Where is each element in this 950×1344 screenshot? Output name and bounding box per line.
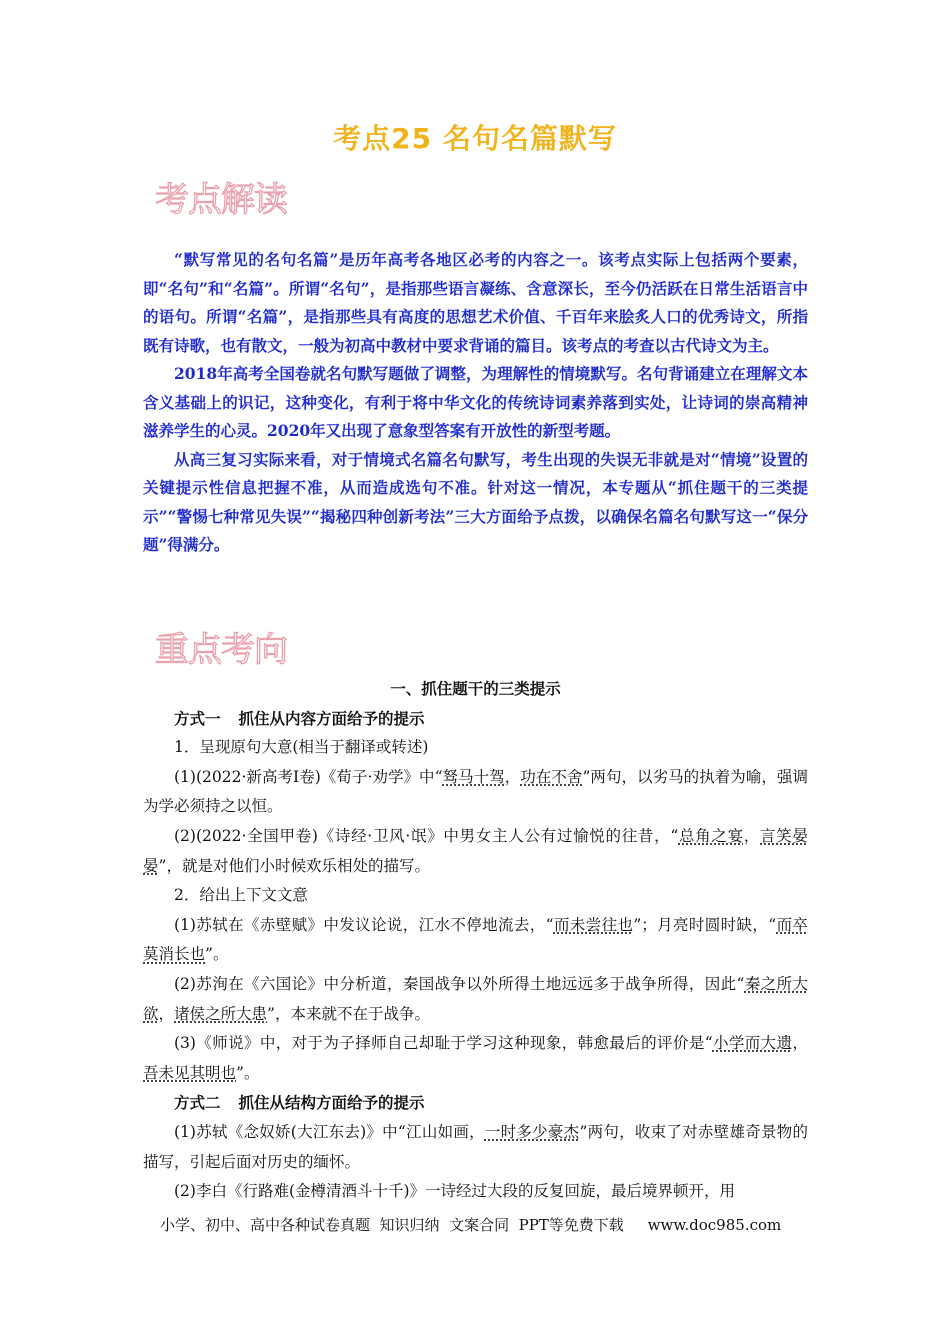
footer-text: 小学、初中、高中各种试卷真题 知识归纳 文案合同 PPT等免费下载 www.doc985.com: [160, 1216, 782, 1234]
question-2: [143, 822, 808, 881]
method-2-name: 方式二: [174, 1093, 221, 1113]
answer-underlined: 而卒莫消长也: [143, 915, 808, 964]
section-heading-1: 一、抓住题干的三类提示: [390, 679, 561, 698]
method-1-heading: [143, 704, 808, 734]
question-1: [143, 763, 808, 822]
method-2-desc: 抓住从结构方面给予的提示: [238, 1093, 425, 1113]
method-1-desc: 抓住从内容方面给予的提示: [238, 708, 425, 728]
answer-underlined: 总角之宴: [678, 826, 744, 845]
answer-underlined: 秦之所大欲: [143, 974, 808, 1023]
question-text: ”，本来就不在于战争。: [267, 1004, 430, 1023]
question-text: (2)(2022·全国甲卷)《诗经·卫风·氓》中男女主人公有过愉悦的往昔，“: [174, 826, 679, 845]
subheading-2: 2．给出上下文文意: [174, 886, 308, 905]
method-1-name: 方式一: [174, 708, 221, 728]
question-text: ，: [743, 826, 761, 845]
answer-underlined: 吾未见其明也: [143, 1063, 237, 1082]
question-7: (2)李白《行路难(金樽清酒斗十千)》一诗经过大段的反复回旋，最后境界顿开，用: [174, 1182, 736, 1201]
question-text: ”两句，以劣马的执着为喻，强调为学必须持之以恒。: [143, 767, 808, 816]
question-text: ，: [504, 767, 521, 786]
question-text: ”。: [236, 1063, 260, 1082]
answer-underlined: 一时多少豪杰: [484, 1122, 580, 1141]
question-text: ，: [792, 1034, 808, 1053]
question-text: (1)(2022·新高考Ⅰ卷)《荀子·劝学》中“: [174, 767, 443, 786]
question-text: ”，就是对他们小时候欢乐相处的描写。: [158, 856, 430, 875]
question-text: (1)苏轼在《赤壁赋》中发议论说，江水不停地流去，“: [174, 915, 554, 934]
intro-block: [143, 246, 808, 560]
question-3: [143, 911, 808, 970]
method-2-heading: [143, 1088, 808, 1118]
question-4: [143, 970, 808, 1029]
answer-underlined: 驽马十驾: [442, 767, 505, 786]
question-text: (2)苏洵在《六国论》中分析道，秦国战争以外所得土地远远多于战争所得，因此“: [174, 974, 745, 993]
intro-paragraph-1: “默写常见的名句名篇”是历年高考各地区必考的内容之一。该考点实际上包括两个要素，即“名句”和“名篇”。所谓“名句”，是指那些语言凝练、含意深长，至今仍活跃在日常生活语言中的语句。所谓“名篇”，是指那些具有高度的思想艺术价值、千百年来脍炙人口的优秀诗文，所指既有诗歌，也有散文，一般为初高中教材中要求背诵的篇目。该考点的考查以古代诗文为主。: [143, 250, 808, 355]
question-text: (3)《师说》中，对于为子择师自己却耻于学习这种现象，韩愈最后的评价是“: [174, 1034, 713, 1053]
question-5: [143, 1029, 808, 1088]
question-text: ，: [158, 1004, 175, 1023]
question-text: ”两句，收束了对赤壁雄奇景物的描写，引起后面对历史的缅怀。: [143, 1122, 808, 1171]
intro-paragraph-3: 从高三复习实际来看，对于情境式名篇名句默写，考生出现的失误无非就是对“情境”设置的关键提示性信息把握不准，从而造成选句不准。针对这一情况，本专题从“抓住题干的三类提示”“警惕七种常见失误”“揭秘四种创新考法”三大方面给予点拨，以确保名篇名句默写这一“保分题”得满分。: [143, 449, 808, 554]
section-label-intro: 考点解读: [155, 180, 287, 220]
intro-paragraph-2: 2018年高考全国卷就名句默写题做了调整，为理解性的情境默写。名句背诵建立在理解文本含义基础上的识记，这种变化，有利于将中华文化的传统诗词素养落到实处，让诗词的崇高精神滋养学生的心灵。2020年又出现了意象型答案有开放性的新型考题。: [143, 364, 808, 440]
question-text: (1)苏轼《念奴娇(大江东去)》中“江山如画，: [174, 1122, 485, 1141]
answer-underlined: 诸侯之所大患: [174, 1004, 268, 1023]
section-label-focus: 重点考向: [155, 630, 287, 670]
question-text: ”。: [205, 945, 229, 964]
answer-underlined: 而未尝往也: [553, 915, 634, 934]
page-title: 考点25 名句名篇默写: [333, 122, 617, 155]
question-text: ”；月亮时圆时缺，“: [633, 915, 777, 934]
subheading-1: 1．呈现原句大意(相当于翻译或转述): [174, 738, 429, 757]
main-content: [143, 674, 808, 1207]
answer-underlined: 功在不舍: [520, 767, 583, 786]
answer-underlined: 言笑晏晏: [143, 826, 808, 875]
question-6: [143, 1118, 808, 1177]
answer-underlined: 小学而大遗: [712, 1034, 793, 1053]
